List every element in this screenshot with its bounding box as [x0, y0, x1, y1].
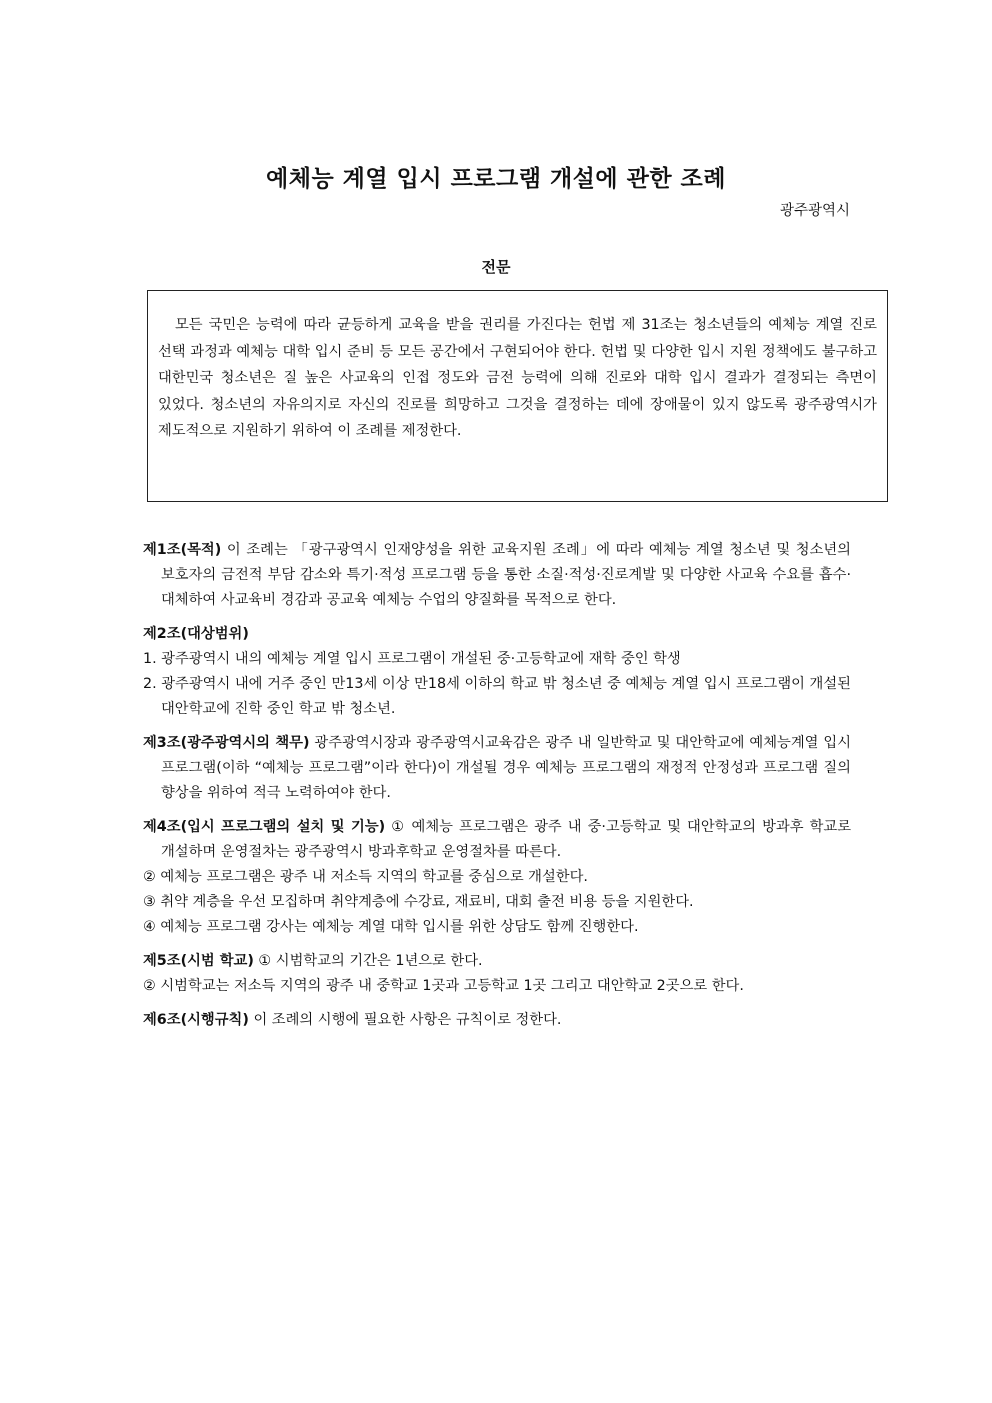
article-6 [143, 1008, 851, 1033]
document-title: 예체능 계열 입시 프로그램 개설에 관한 조례 [266, 166, 726, 192]
article-2-heading: 제2조(대상범위) [143, 626, 249, 642]
article-2-item: 1. 광주광역시 내의 예체능 계열 입시 프로그램이 개설된 중·고등학교에 재학 중인 학생 [143, 651, 681, 667]
article-2-item: 2. 광주광역시 내에 거주 중인 만13세 이상 만18세 이하의 학교 밖 청소년 중 예체능 계열 입시 프로그램이 개설된 대안학교에 진학 중인 학교 밖 청소년. [143, 676, 851, 717]
articles [143, 538, 851, 1042]
article-5-heading: 제5조(시범 학교) [143, 953, 254, 969]
article-5-clause: ② 시범학교는 저소득 지역의 광주 내 중학교 1곳과 고등학교 1곳 그리고 대안학교 2곳으로 한다. [143, 978, 744, 994]
article-3 [143, 731, 851, 806]
article-4-clause: ② 예체능 프로그램은 광주 내 저소득 지역의 학교를 중심으로 개설한다. [143, 869, 588, 885]
article-4 [143, 815, 851, 940]
article-6-paragraph [143, 1008, 851, 1033]
preamble-box [147, 290, 888, 502]
article-4-clause: ③ 취약 계층을 우선 모집하며 취약계층에 수강료, 재료비, 대회 출전 비용 등을 지원한다. [143, 894, 694, 910]
article-3-text: 광주광역시장과 광주광역시교육감은 광주 내 일반학교 및 대안학교에 예체능계열 입시 프로그램(이하 “예체능 프로그램”이라 한다)이 개설될 경우 예체능 프로그램의 재정적 안정성과 프로그램 질의 향상을 위하여 적극 노력하여야 한다. [161, 735, 852, 801]
article-4-heading: 제4조(입시 프로그램의 설치 및 기능) [143, 819, 386, 835]
article-5 [143, 949, 851, 999]
article-1-text: 이 조례는 「광구광역시 인재양성을 위한 교육지원 조례」에 따라 예체능 계열 청소년 및 청소년의 보호자의 금전적 부담 감소와 특기·적성 프로그램 등을 통한 소질·적성·진로계발 및 다양한 사교육 수요를 흡수·대체하여 사교육비 경감과 공교육 예체능 수업의 양질화를 목적으로 한다. [161, 542, 851, 608]
article-5-paragraph [143, 949, 851, 974]
article-1 [143, 538, 851, 613]
article-6-heading: 제6조(시행규칙) [143, 1012, 249, 1028]
article-2 [143, 622, 851, 722]
preamble-text: 모든 국민은 능력에 따라 균등하게 교육을 받을 권리를 가진다는 헌법 제 31조는 청소년들의 예체능 계열 진로 선택 과정과 예체능 대학 입시 준비 등 모든 공간에서 구현되어야 한다. 헌법 및 다양한 입시 지원 정책에도 불구하고 대한민국 청소년은 질 높은 사교육의 인접 정도와 금전 능력에 의해 진로와 대학 입시 결과가 결정되는 측면이 있었다. 청소년의 자유의지로 자신의 진로를 희망하고 그것을 결정하는 데에 장애물이 있지 않도록 광주광역시가 제도적으로 지원하기 위하여 이 조례를 제정한다. [158, 317, 877, 440]
issuer-name: 광주광역시 [779, 203, 850, 219]
article-5-first-clause: ① 시범학교의 기간은 1년으로 한다. [258, 953, 483, 969]
article-4-paragraph [143, 815, 851, 865]
article-1-paragraph [143, 538, 851, 613]
article-3-heading: 제3조(광주광역시의 책무) [143, 735, 310, 751]
article-4-first-clause: ① 예체능 프로그램은 광주 내 중·고등학교 및 대안학교의 방과후 학교로 개설하며 운영절차는 광주광역시 방과후학교 운영절차를 따른다. [161, 819, 851, 860]
preamble-heading: 전문 [481, 258, 511, 276]
article-3-paragraph [143, 731, 851, 806]
article-4-clause: ④ 예체능 프로그램 강사는 예체능 계열 대학 입시를 위한 상담도 함께 진행한다. [143, 919, 639, 935]
article-6-text: 이 조례의 시행에 필요한 사항은 규칙이로 정한다. [253, 1012, 562, 1028]
article-1-heading: 제1조(목적) [143, 542, 222, 558]
